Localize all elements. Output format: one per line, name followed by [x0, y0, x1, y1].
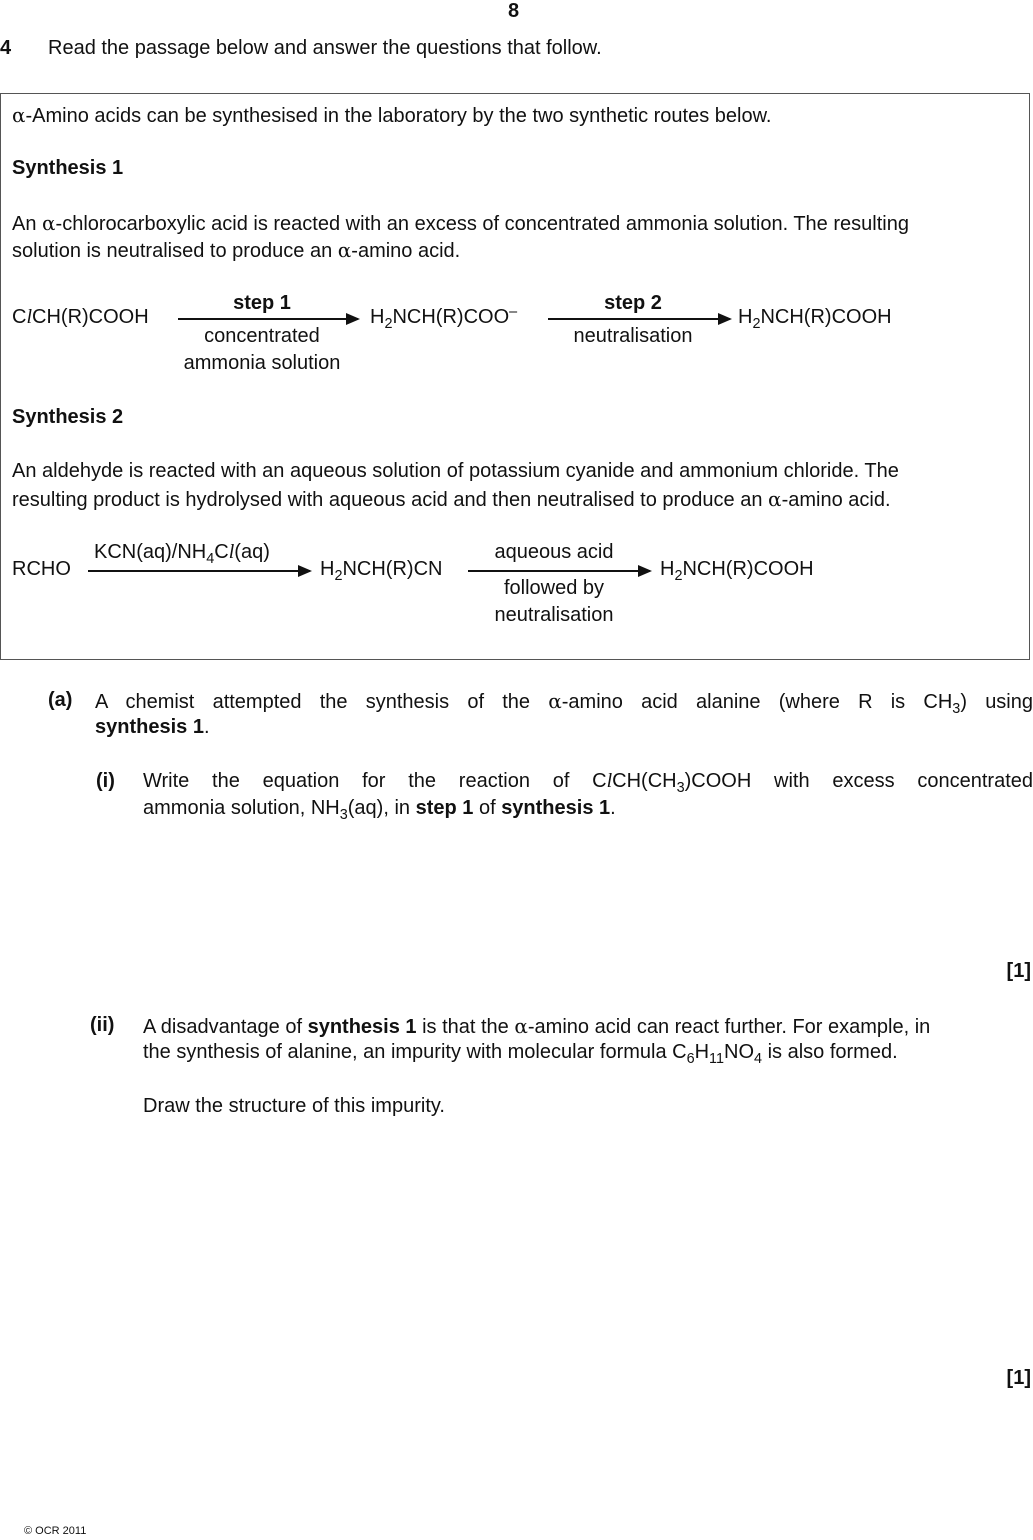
step2-label: step 2	[604, 292, 662, 314]
footer-copyright: © OCR 2011	[24, 1525, 87, 1537]
part-i-marks: [1]	[1006, 960, 1031, 982]
part-i-text-line1: Write the equation for the reaction of $ClCH(CH_3)COOH$ with excess concentrated	[143, 770, 1033, 797]
part-a-label: (a)	[48, 689, 73, 711]
synthesis2-reagent2-bottom-2: neutralisation	[494, 604, 614, 626]
synthesis1-text-line2: solution is neutralised to produce an α-amino acid.	[12, 238, 461, 262]
synthesis2-arrow1	[88, 570, 310, 572]
step1-label: step 1	[233, 292, 291, 314]
part-ii-marks: [1]	[1006, 1367, 1031, 1389]
part-i-label: (i)	[96, 770, 115, 792]
part-a-text-line1: A chemist attempted the synthesis of the α-amino acid alanine (where R is $CH_3$) using	[95, 689, 1033, 718]
part-a-text-line2: synthesis 1.	[95, 716, 210, 738]
synthesis2-text-line2: resulting product is hydrolysed with aqueous acid and then neutralised to produce an α-amino acid.	[12, 487, 891, 511]
step1-condition-2: ammonia solution	[183, 352, 341, 374]
part-ii-text-line1: A disadvantage of synthesis 1 is that the α-amino acid can react further. For example, in	[143, 1014, 931, 1038]
step1-condition-1: concentrated	[204, 325, 320, 347]
synthesis2-arrow2	[468, 570, 650, 572]
synthesis2-reactant: RCHO	[12, 558, 71, 580]
question-intro: Read the passage below and answer the questions that follow.	[48, 37, 602, 59]
part-ii-instruction: Draw the structure of this impurity.	[143, 1095, 445, 1117]
synthesis2-reagent2-top: aqueous acid	[494, 541, 614, 563]
synthesis1-product: $H_2NCH(R)COOH$	[738, 306, 892, 333]
part-i-text-line2: ammonia solution, $NH_3(aq)$, in step 1 of synthesis 1.	[143, 797, 616, 824]
synthesis1-text-line1: An α-chlorocarboxylic acid is reacted with an excess of concentrated ammonia solution. The resulting	[12, 211, 909, 235]
step2-condition: neutralisation	[573, 325, 693, 347]
page-number: 8	[508, 0, 520, 22]
synthesis2-intermediate: $H_2NCH(R)CN$	[320, 558, 443, 585]
synthesis2-reagent1: $KCN(aq)/NH_4Cl(aq)$	[94, 541, 270, 568]
part-ii-label: (ii)	[90, 1014, 115, 1036]
passage-intro: α-Amino acids can be synthesised in the laboratory by the two synthetic routes below.	[12, 103, 772, 127]
synthesis1-intermediate: $H_2NCH(R)COO^-$	[370, 303, 518, 333]
step1-arrow	[178, 318, 358, 320]
synthesis2-text-line1: An aldehyde is reacted with an aqueous solution of potassium cyanide and ammonium chloride. The	[12, 460, 899, 482]
synthesis2-reagent2-bottom-1: followed by	[503, 577, 605, 599]
synthesis2-product: $H_2NCH(R)COOH$	[660, 558, 814, 585]
step2-arrow	[548, 318, 730, 320]
synthesis2-heading: Synthesis 2	[12, 406, 124, 428]
passage-box	[0, 93, 1030, 660]
synthesis1-reactant: ClCH(R)COOH	[12, 306, 149, 328]
part-ii-text-line2: the synthesis of alanine, an impurity with molecular formula $C_6H_{11}NO_4$ is also formed.	[143, 1041, 898, 1068]
synthesis1-heading: Synthesis 1	[12, 157, 124, 179]
question-number: 4	[0, 37, 12, 59]
